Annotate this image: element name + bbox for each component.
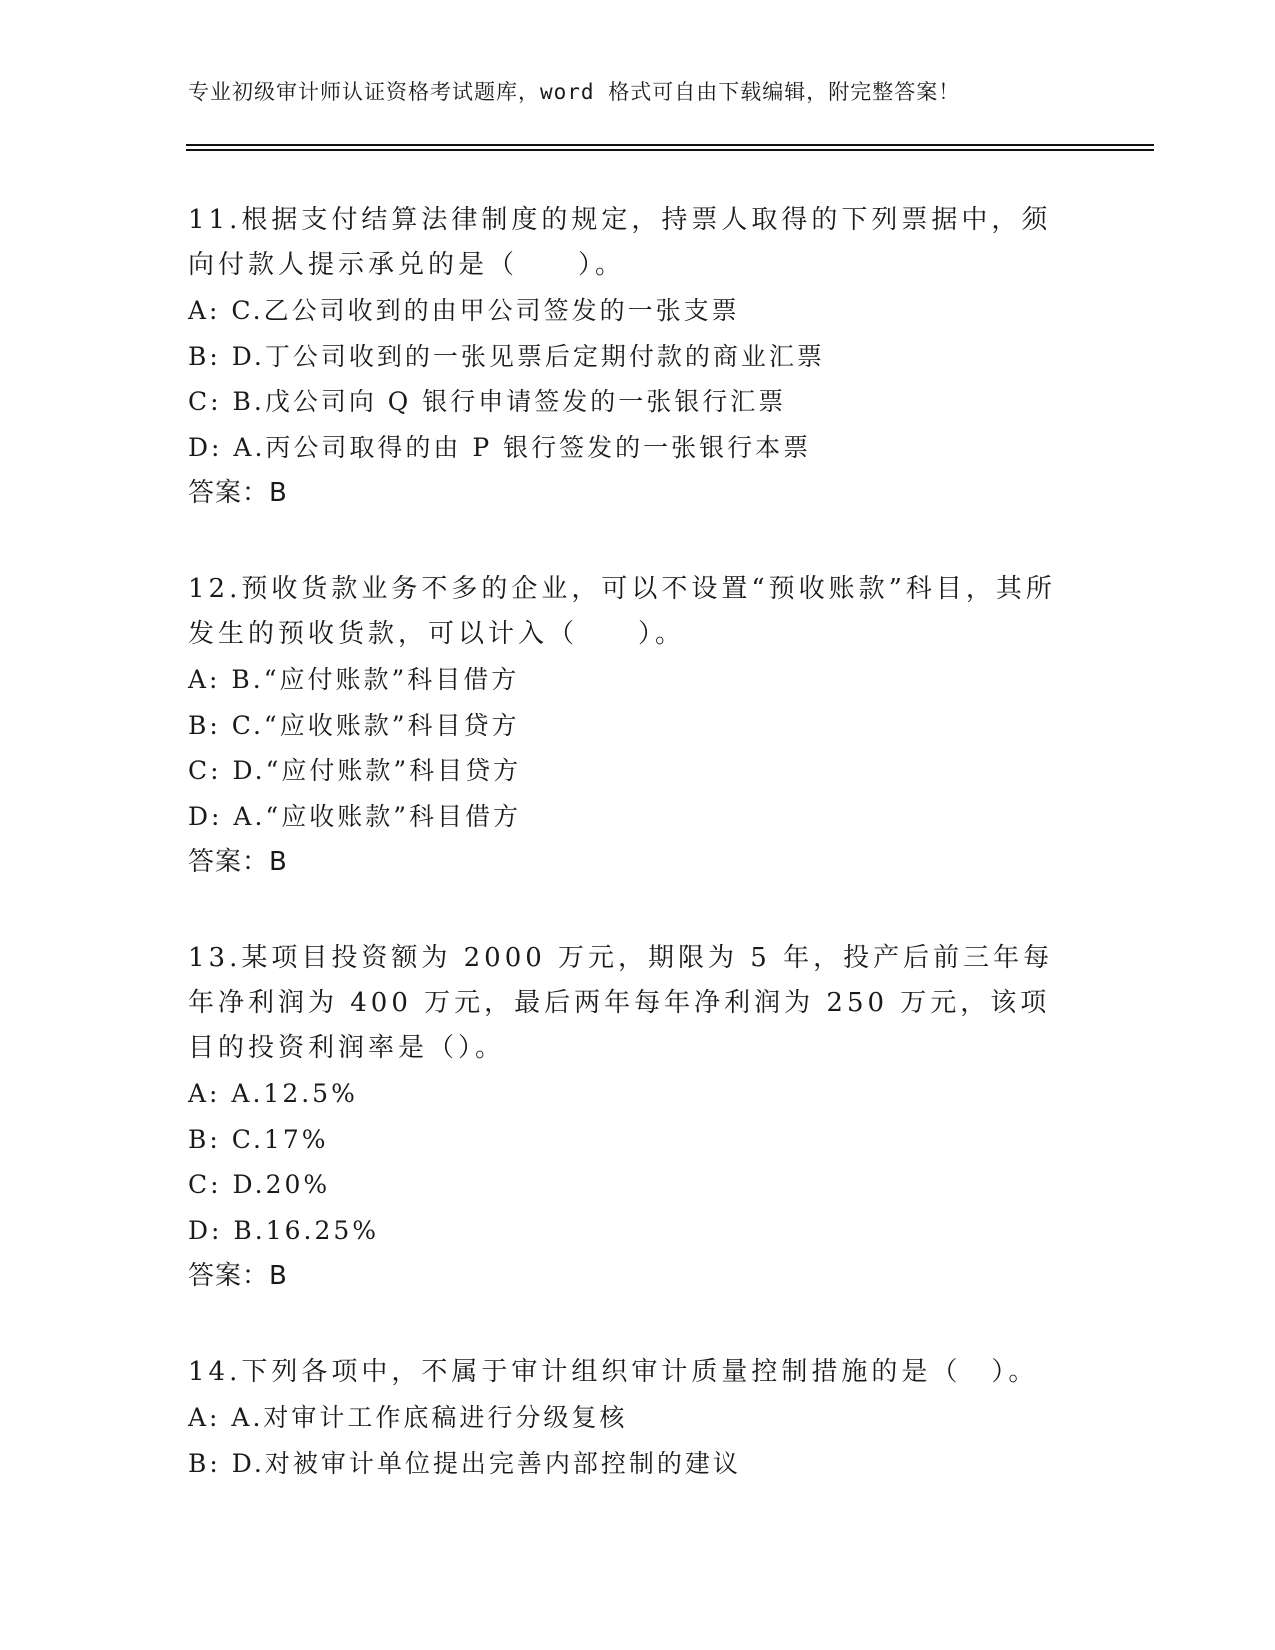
option-c: C: B.戊公司向 Q 银行申请签发的一张银行汇票 (188, 387, 787, 416)
option-c: C: D.20% (188, 1170, 331, 1199)
option-b: B: C.“应收账款”科目贷方 (188, 710, 520, 740)
header-rule-top (186, 144, 1154, 146)
question-13 (188, 936, 1068, 1299)
question-text: 11.根据支付结算法律制度的规定，持票人取得的下列票据中，须向付款人提示承兑的是（ ）。 (188, 205, 1052, 280)
question-list (188, 198, 1068, 1537)
question-text: 13.某项目投资额为 2000 万元，期限为 5 年，投产后前三年每年净利润为 400 万元，最后两年每年净利润为 250 万元，该项目的投资利润率是（）。 (188, 943, 1054, 1063)
option-c: C: D.“应付账款”科目贷方 (188, 756, 522, 785)
option-a: A: A.对审计工作底稿进行分级复核 (188, 1403, 628, 1432)
option-a: A: B.“应付账款”科目借方 (188, 665, 520, 694)
question-14 (188, 1350, 1068, 1486)
answer-label: 答案：B (188, 478, 288, 508)
header-rule-bottom (186, 149, 1154, 151)
option-b: B: D.丁公司收到的一张见票后定期付款的商业汇票 (188, 341, 825, 371)
question-text: 12.预收货款业务不多的企业，可以不设置“预收账款”科目，其所发生的预收货款，可以计入（ ）。 (188, 574, 1056, 649)
option-d: D: A.“应收账款”科目借方 (188, 801, 521, 831)
answer-label: 答案：B (188, 1261, 288, 1291)
option-b: B: D.对被审计单位提出完善内部控制的建议 (188, 1448, 741, 1478)
page-header: 专业初级审计师认证资格考试题库，word 格式可自由下载编辑，附完整答案！ (188, 80, 961, 104)
option-a: A: A.12.5% (188, 1079, 358, 1108)
option-d: D: B.16.25% (188, 1215, 380, 1245)
question-11 (188, 198, 1068, 516)
question-12 (188, 567, 1068, 885)
question-text: 14.下列各项中，不属于审计组织审计质量控制措施的是（ ）。 (188, 1357, 1039, 1387)
option-a: A: C.乙公司收到的由甲公司签发的一张支票 (188, 296, 740, 325)
option-b: B: C.17% (188, 1124, 329, 1154)
option-d: D: A.丙公司取得的由 P 银行签发的一张银行本票 (188, 432, 812, 462)
answer-label: 答案：B (188, 847, 288, 877)
